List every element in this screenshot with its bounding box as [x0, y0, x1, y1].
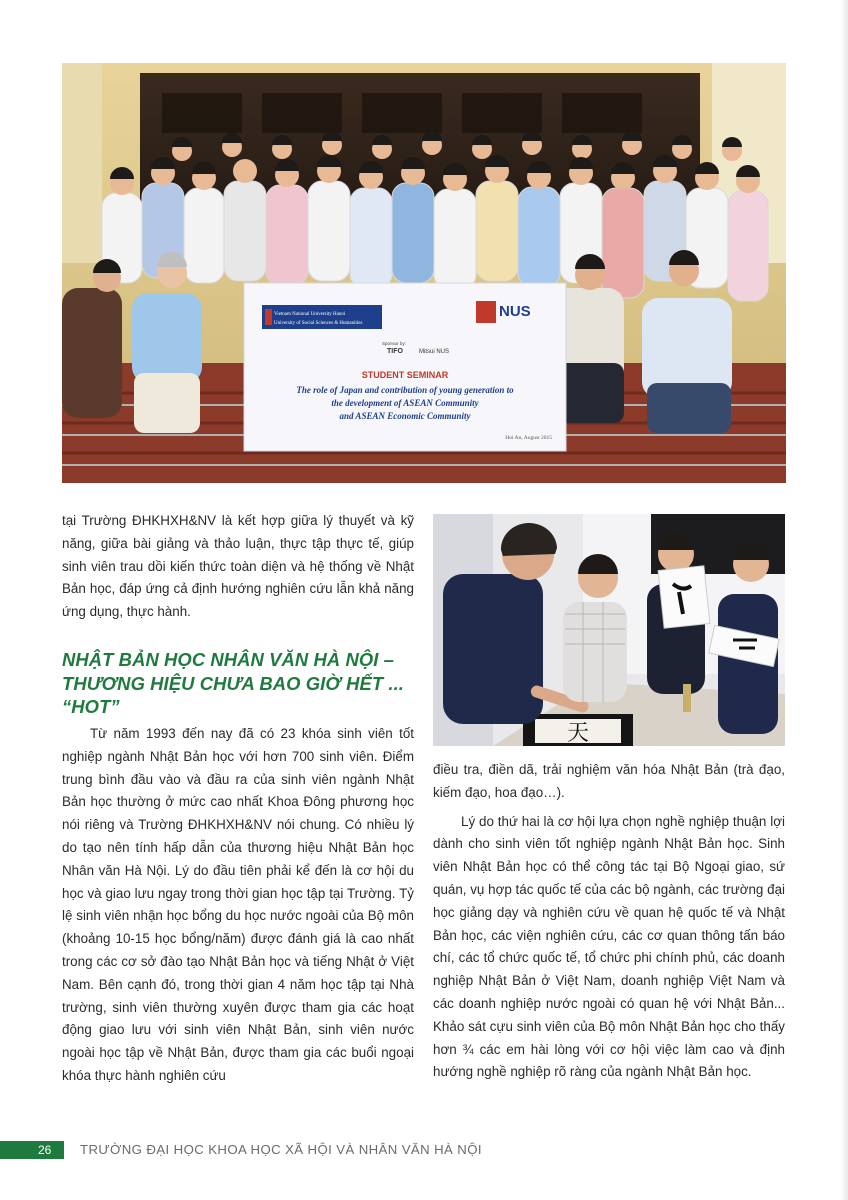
- section-heading: [62, 648, 414, 719]
- page-number: 26: [38, 1143, 52, 1157]
- banner-sponsor-tifo: TIFO: [387, 348, 403, 355]
- right-column-body: [433, 759, 785, 1084]
- banner-university-line1: Vietnam National University Hanoi: [274, 312, 346, 317]
- university-logo-icon: [265, 309, 272, 325]
- left-column-body: [62, 723, 414, 1088]
- banner-seminar-line1: The role of Japan and contribution of young generation to: [296, 385, 514, 395]
- body-paragraph-continued: điều tra, điền dã, trải nghiệm văn hóa Nhật Bản (trà đạo, kiếm đạo, hoa đạo…).: [433, 762, 785, 800]
- nus-crest-icon: [476, 301, 496, 323]
- body-paragraph-1: Từ năm 1993 đến nay đã có 23 khóa sinh viên tốt nghiệp ngành Nhật Bản học với hơn 700 sinh viên. Điểm trung bình đầu vào và đầu ra của sinh viên ngành Nhật Bản học thường ở mức cao nhất Khoa Đông phương học nói riêng và Trường ĐHKHXH&NV nói chung. Có nhiều lý do tạo nên tính hấp dẫn của thương hiệu Nhật Bản học Nhân văn Hà Nội. Lý do đầu tiên phải kể đến là cơ hội du học và giao lưu ngay trong thời gian học tập tại Trường. Tỷ lệ sinh viên nhận học bổng du học nước ngoài của Bộ môn (khoảng 10-15 học bổng/năm) được đánh giá là cao nhất trong các cơ sở đào tạo Nhật Bản học và tiếng Nhật ở Việt Nam. Bên cạnh đó, trong thời gian 4 năm học tập tại Nhà trường, sinh viên thường xuyên được tham gia các hoạt động giao lưu với sinh viên Nhật Bản, sinh viên nước ngoài học tập về Nhật Bản, được tham gia các buổi ngoại khóa thực hành nghiên cứu: [62, 726, 414, 1083]
- banner-seminar-line2: the development of ASEAN Community: [331, 398, 479, 408]
- banner-sponsor-mitsui: Mitsui NUS: [419, 349, 450, 355]
- footer-accent-bar: [0, 1141, 64, 1159]
- banner-sponsor-label: Sponsor by:: [382, 341, 407, 346]
- banner-university-line2: University of Social Sciences & Humanities: [274, 321, 363, 326]
- section-heading-line3: “HOT”: [62, 696, 120, 717]
- banner-seminar-line3: and ASEAN Economic Community: [339, 411, 471, 421]
- banner-seminar-title: STUDENT SEMINAR: [361, 370, 449, 380]
- calligraphy-class-photo: [433, 514, 785, 746]
- banner-place-date: Hoi An, August 2015: [505, 435, 552, 441]
- calligraphy-glyph: 天: [566, 721, 590, 746]
- page-edge-shadow: [840, 0, 848, 1200]
- section-heading-line2: THƯƠNG HIỆU CHƯA BAO GIỜ HẾT ...: [62, 672, 404, 694]
- group-photo: [62, 63, 786, 483]
- intro-paragraph: tại Trường ĐHKHXH&NV là kết hợp giữa lý thuyết và kỹ năng, giữa bài giảng và thảo luận, thực tập thực tế, giúp sinh viên trau dồi kiến thức toàn diện và hệ thống về Nhật Bản học, đáp ứng cả định hướng nghiên cứu lẫn khả năng ứng dụng, thực hành.: [62, 513, 414, 620]
- body-paragraph-2: Lý do thứ hai là cơ hội lựa chọn nghề nghiệp thuận lợi dành cho sinh viên tốt nghiệp ngành Nhật Bản học. Sinh viên Nhật Bản học có thể công tác tại Bộ Ngoại giao, sứ quán, vụ hợp tác quốc tế của các bộ ngành, các trường đại học giảng dạy và nghiên cứu về quan hệ quốc tế và Nhật Bản học, các viện nghiên cứu, các cơ quan thông tấn báo chí, các tổ chức quốc tế, tổ chức phi chính phủ, các doanh nghiệp Nhật Bản ở Việt Nam, doanh nghiệp Việt Nam và các doanh nghiệp nước ngoài có quan hệ với Nhật Bản... Khảo sát cựu sinh viên của Bộ môn Nhật Bản học cho thấy hơn ¾ các em hài lòng với cơ hội việc làm cao và định hướng nghề nghiệp rõ ràng của ngành Nhật Bản học.: [433, 813, 785, 1080]
- section-heading-line1: NHẬT BẢN HỌC NHÂN VĂN HÀ NỘI –: [62, 649, 394, 670]
- left-column-intro: [62, 510, 414, 624]
- footer-title: TRƯỜNG ĐẠI HỌC KHOA HỌC XÃ HỘI VÀ NHÂN VĂN HÀ NỘI: [80, 1142, 482, 1157]
- banner-nus-logo: NUS: [499, 303, 531, 320]
